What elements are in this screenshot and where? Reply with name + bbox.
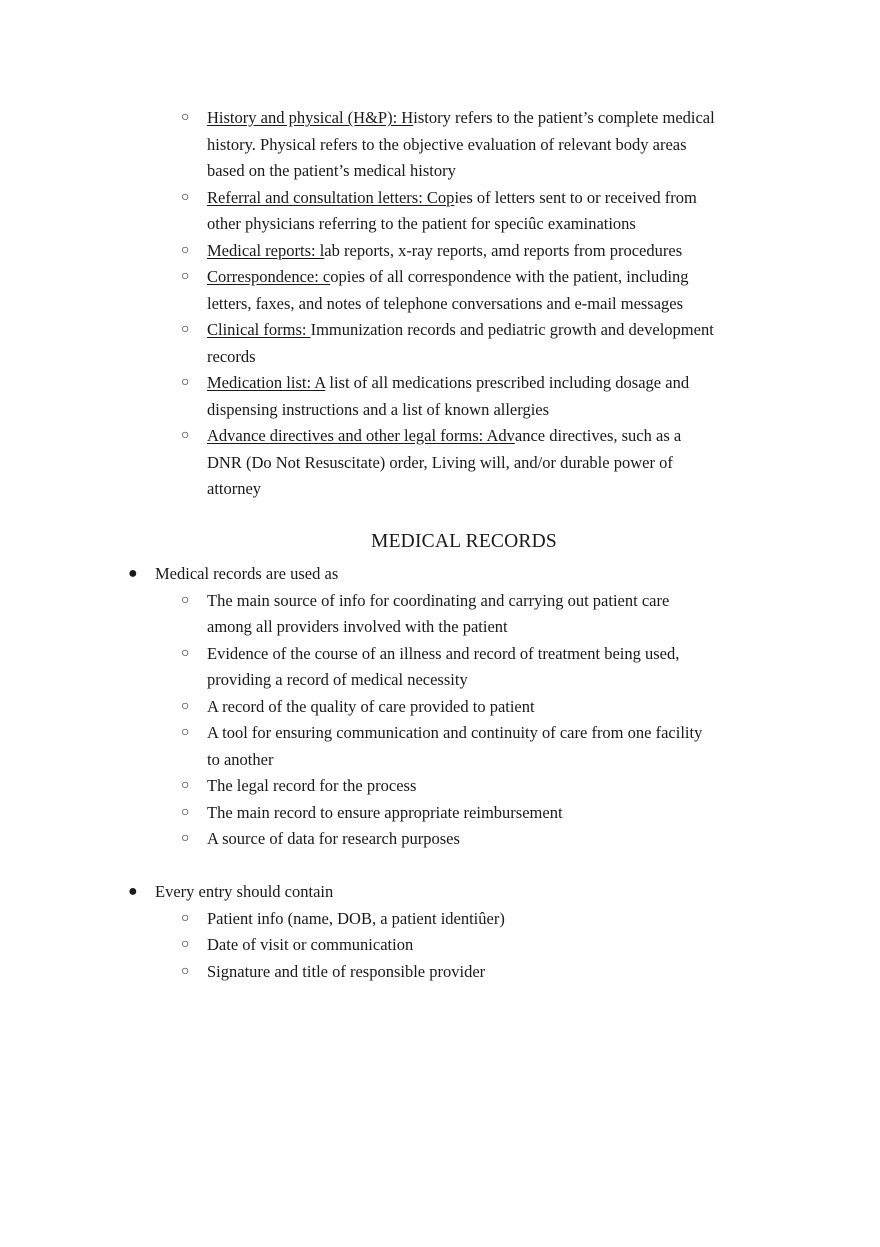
item-term: Clinical forms: [207,320,311,339]
hollow-bullet-icon: ○ [181,698,190,714]
item-text: ies of letters sent to or received from other physicians referring to the patient for speciûc examinations [207,187,697,233]
hollow-bullet-icon: ○ [181,375,190,390]
item-text: list of all medications prescribed including dosage and dispensing instructions and a list of known allergies [207,373,690,419]
hollow-bullet-icon: ○ [181,831,190,846]
item-text: A record of the quality of care provided to patient [207,696,535,716]
item-text: A source of data for research purposes [207,829,460,848]
item-text: istory refers to the patient’s complete medical history. Physical refers to the objective evaluation of relevant body areas based on the patient’s medical history [207,108,715,180]
hollow-bullet-icon: ○ [181,189,190,205]
item-term: Correspondence: c [207,267,331,286]
list-item [0,932,717,959]
hollow-bullet-icon: ○ [181,645,190,661]
item-text: Immunization records and pediatric growth and development records [207,320,714,366]
list-item [0,370,717,423]
list-item [0,720,717,773]
item-text: ance directives, such as a DNR (Do Not Resuscitate) order, Living will, and/or durable power of attorney [207,426,682,498]
hollow-bullet-icon: ○ [181,428,190,443]
list-item [0,317,717,370]
item-text: The main record to ensure appropriate reimbursement [207,802,563,822]
list-item [0,773,717,800]
list-item [0,959,717,986]
item-term: Medication list: A [207,373,326,392]
hollow-bullet-icon: ○ [181,804,190,820]
filled-bullet-icon: ● [128,883,138,900]
uses-label-text: Medical records are used as [155,564,339,583]
hollow-bullet-icon: ○ [181,269,190,284]
item-text: opies of all correspondence with the patient, including letters, faxes, and notes of telephone conversations and e-mail messages [207,267,689,313]
item-text: Evidence of the course of an illness and record of treatment being used, providing a record of medical necessity [207,643,680,689]
uses-section [0,561,880,853]
item-term: Referral and consultation letters: Cop [207,187,455,207]
item-text: ab reports, x-ray reports, amd reports from procedures [324,240,683,260]
item-term: History and physical (H&P): H [207,108,414,127]
list-item [0,238,717,265]
item-text: The legal record for the process [207,776,417,795]
hollow-bullet-icon: ○ [181,937,190,952]
hollow-bullet-icon: ○ [181,592,190,608]
hollow-bullet-icon: ○ [181,725,190,740]
list-item [0,588,717,641]
item-text: A tool for ensuring communication and continuity of care from one facility to another [207,723,703,769]
record-components-list [0,105,880,503]
entry-label-text: Every entry should contain [155,882,334,901]
entry-section [0,879,880,985]
hollow-bullet-icon: ○ [181,322,190,337]
item-text: The main source of info for coordinating and carrying out patient care among all providers involved with the patient [207,590,670,636]
hollow-bullet-icon: ○ [181,242,190,258]
list-item [0,641,717,694]
entry-list [0,906,880,986]
list-item [0,826,717,853]
filled-bullet-icon: ● [128,565,138,582]
entry-label [0,879,880,906]
item-term: Medical reports: l [207,240,325,260]
list-item [0,185,717,238]
item-term: Advance directives and other legal forms: Adv [207,426,515,445]
uses-label [0,561,880,588]
item-text: Patient info (name, DOB, a patient identiûer) [207,908,505,928]
hollow-bullet-icon: ○ [181,110,190,125]
item-text: Signature and title of responsible provider [207,961,486,981]
item-text: Date of visit or communication [207,935,414,954]
list-item [0,800,717,827]
list-item [0,694,717,721]
list-item [0,264,717,317]
hollow-bullet-icon: ○ [181,778,190,793]
hollow-bullet-icon: ○ [181,910,190,926]
list-item [0,423,717,503]
uses-list [0,588,880,853]
section-heading: MEDICAL RECORDS [371,531,557,552]
hollow-bullet-icon: ○ [181,963,190,979]
list-item [0,906,717,933]
list-item [0,105,717,185]
